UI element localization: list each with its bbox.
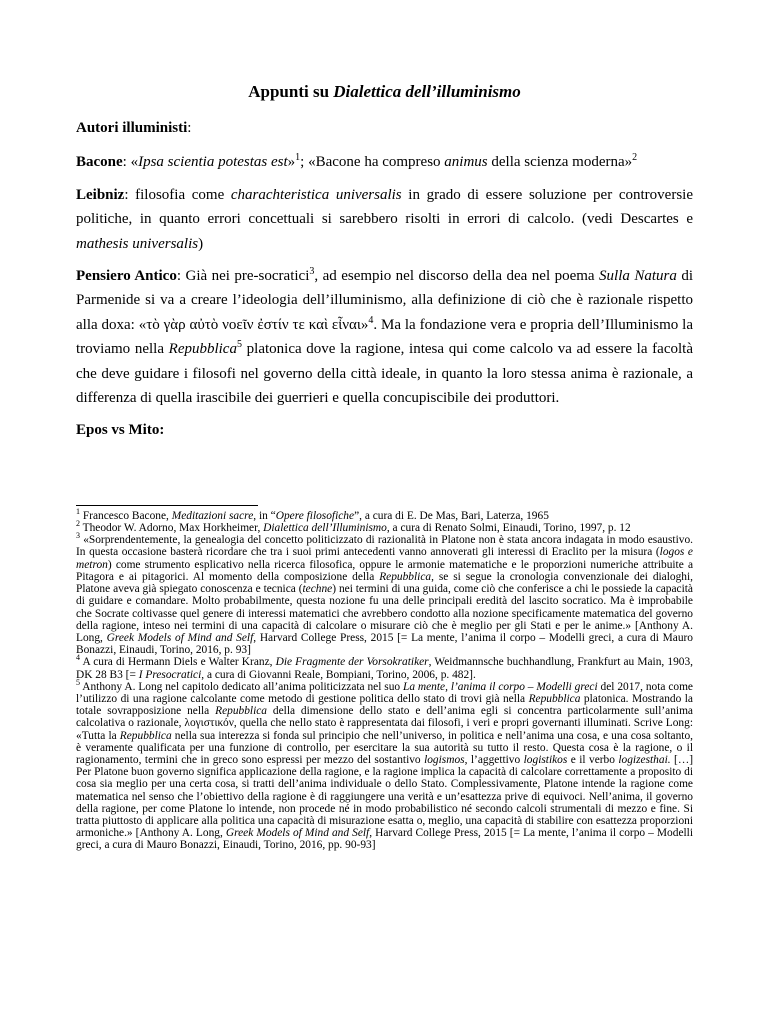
italic-run: Ipsa scientia potestas est — [138, 154, 288, 171]
text-run: del 2017, nota come l’utilizzo di una ragione calcolante come metodo di gestione politica dello stato di trovi già nella — [76, 680, 693, 705]
italic-run: logizesthai. — [618, 753, 671, 766]
italic-run: Sulla Natura — [599, 268, 677, 285]
text-run: di Parmenide si va a creare l’ideologia dell’illuminismo, alla definizione di ciò che è razionale rispetto alla doxa: «τὸ γὰρ αὐτὸ νοεῖν ἐστίν τε καὶ εἶναι» — [76, 268, 693, 333]
italic-run: Greek Models of Mind and Self — [106, 631, 254, 644]
italic-run: charachteristica universalis — [230, 186, 402, 203]
text-run: ) come strumento esplicativo nella ricerca filosofica, oppure le armonie matematiche e le proporzioni numeriche attribuite a Pitagora e ai pitagorici. Al momento della composizione della — [76, 558, 693, 583]
text-run: […] Per Platone buon governo significa applicazione della ragione, e la ragione implica la capacità di calcolare correttamente a proposito di cosa sia meglio per una certa cosa, si tratti dell’anima individuale o dello Stato. Complessivamente, Platone intende la ragione come matematica nel senso che l’obiettivo della ragione è di raggiungere una verità e un’esattezza prive di equivoci. Nell’anima, il governo della ragione, per come Platone lo intende, non procede né in modo probabilistico né secondo calcoli strumentali di mezzo e fine. Si tratta piuttosto di applicare alla politica una capacità di misurazione esatta o, meglio, una capacità di stabilire con esattezza proporzioni armoniche.» [Anthony A. Long, — [76, 753, 694, 840]
text-run: ”, a cura di E. De Mas, Bari, Laterza, 1965 — [354, 509, 549, 522]
text-run: nella sua interezza si fonda sul principio che nell’universo, in politica e nell’anima una cosa, e una cosa soltanto, è veramente qualificata per una funzione di controllo, per esercitare la sua autorità su tutto il resto. Questa cosa è la ragione, o il ragionamento, termini che in greco sono espressi per mezzo del sostantivo — [76, 729, 694, 766]
footnote-number: 4 — [76, 653, 80, 663]
footnote-3 — [76, 531, 694, 657]
italic-run: logos e metron — [76, 546, 693, 571]
italic-run: Repubblica — [379, 570, 432, 583]
text-run: in grado di essere soluzione per controversie politiche, in quanto errori concettuali si sarebbero risolti in errori di calcolo. (vedi Descartes e — [76, 186, 693, 228]
text-run: ) nei termini di una guida, come ciò che conferisce a chi le possiede la capacità di guidare e comandare. Molto probabilmente, questa nozione fu una delle principali eredità del lascito socratico. Ma è improbabile che Socrate coltivasse quel genere di interessi matematici che avrebbero condotto alla nozione specificamente matematica del governo della ragione, inteso nei termini di una capacità di calcolare o misurare ciò che è meglio per gli Stati e per le anime.» [Anthony A. Long, — [76, 583, 693, 644]
footnote-number: 1 — [76, 507, 80, 517]
text-run: Francesco Bacone, — [80, 509, 172, 522]
text-run: . Ma la fondazione vera e propria dell’Illuminismo la troviamo nella — [76, 316, 694, 358]
footnote-ref-5[interactable]: 5 — [236, 339, 242, 351]
footnote-ref-3[interactable]: 3 — [309, 266, 315, 278]
text-run: » — [287, 154, 296, 171]
footnote-separator — [76, 505, 258, 506]
authors-label: Autori illuministi — [76, 120, 188, 136]
italic-run: logistikos — [523, 753, 568, 766]
epos-heading — [76, 418, 693, 442]
text-run: , a cura di Giovanni Reale, Bompiani, Torino, 2006, p. 482]. — [201, 668, 476, 681]
text-run: platonica. Mostrando la totale sovrapposizione nella — [76, 692, 693, 718]
text-run: : Già nei pre-socratici — [176, 268, 310, 285]
text-run: , l’aggettivo — [464, 753, 524, 766]
italic-run: mathesis universalis — [76, 235, 199, 252]
text-run: , Weidmannsche buchhandlung, Frankfurt au Main, 1903, DK 28 B3 [= — [76, 656, 694, 681]
title-text: Appunti su — [248, 82, 334, 101]
pensiero-antico-label: Pensiero Antico — [76, 268, 177, 285]
text-run: della scienza moderna» — [487, 154, 633, 171]
italic-run: Dialettica dell’Illuminismo — [263, 522, 387, 535]
footnote-number: 3 — [76, 531, 80, 541]
italic-run: animus — [444, 154, 488, 171]
italic-run: Repubblica — [528, 692, 581, 705]
text-run: A cura di Hermann Diels e Walter Kranz, — [80, 656, 276, 669]
text-run: : « — [122, 154, 139, 171]
document-page — [76, 82, 693, 852]
footnote-5 — [76, 677, 694, 852]
text-run: Theodor W. Adorno, Max Horkheimer, — [80, 522, 264, 535]
footnote-number: 5 — [76, 677, 80, 687]
text-run: , ad esempio nel discorso della dea nel poema — [314, 268, 600, 285]
text-run: «Sorprendentemente, la genealogia del concetto politicizzato di razionalità in Platone non è stata ancora indagata in modo esaustivo. In questa occasione basterà ricordare che tra i suoi primi antecedenti vanno annoverati gli interessi di Eraclito per la misura ( — [76, 534, 693, 559]
text-run: , se si segue la cronologia convenzionale dei dialoghi, Platone aveva già spiegato conoscenza e tecnica ( — [76, 570, 693, 596]
pensiero-antico-paragraph — [76, 264, 693, 410]
footnote-1 — [76, 507, 693, 522]
title-italic: Dialettica dell’illuminismo — [333, 82, 521, 101]
text-run: , in “ — [253, 509, 276, 522]
italic-run: I Presocratici — [138, 668, 202, 681]
italic-run: Die Fragmente der Vorsokratiker — [275, 656, 429, 669]
footnote-ref-1[interactable]: 1 — [295, 152, 301, 164]
italic-run: La mente, l’anima il corpo – Modelli greci — [402, 680, 598, 693]
italic-run: Greek Models of Mind and Self — [225, 827, 370, 840]
footnote-number: 2 — [76, 519, 80, 529]
italic-run: Repubblica — [119, 729, 172, 742]
text-run: e il verbo — [567, 753, 619, 766]
text-run: , Harvard College Press, 2015 [= La mente, l’anima il corpo – Modelli greci, a cura di Mauro Bonazzi, Einaudi, Torino, 2016, p. 93] — [76, 631, 694, 657]
italic-run: logismos — [424, 753, 465, 766]
text-run: ) — [198, 235, 204, 252]
epos-label: Epos vs Mito: — [76, 422, 165, 439]
leibniz-paragraph — [76, 183, 693, 256]
footnote-ref-4[interactable]: 4 — [368, 314, 374, 326]
footnote-4 — [76, 653, 694, 681]
text-run: : filosofia come — [124, 186, 231, 203]
footnote-ref-2[interactable]: 2 — [632, 152, 638, 164]
authors-colon: : — [187, 120, 192, 136]
italic-run: Repubblica — [215, 705, 268, 718]
text-run: , Harvard College Press, 2015 [= La mente, l’anima il corpo – Modelli greci, a cura di Mauro Bonazzi, Einaudi, Torino, 2016, pp. 90-93] — [76, 827, 693, 852]
italic-run: Repubblica — [168, 341, 237, 358]
page-title — [76, 82, 693, 102]
text-run: platonica dove la ragione, intesa qui come calcolo va ad essere la facoltà che deve guidare i filosofi nel governo della città ideale, in quanto la loro stessa anima è razionale, a differenza di quella irascibile dei guerrieri e quella concupiscibile dei produttori. — [76, 341, 693, 407]
footnote-2 — [76, 519, 693, 535]
bacone-paragraph — [76, 150, 693, 174]
text-run: ; «Bacone ha compreso — [300, 154, 445, 171]
italic-run: Meditazioni sacre — [171, 509, 254, 522]
bacone-label: Bacone — [76, 154, 123, 171]
text-run: Anthony A. Long nel capitolo dedicato all’anima politicizzata nel suo — [80, 680, 403, 693]
italic-run: techne — [302, 583, 333, 596]
text-run: della dimensione dello stato e dell’anima egli si concentra particolarmente sull’anima calcolativa o razionale, λογιστικόν, quella che nello stato è rappresentata dai filosofi, i veri e propri governanti illuminati. Scrive Long: «Tutta la — [76, 705, 693, 742]
authors-heading — [76, 116, 693, 140]
italic-run: Opere filosofiche — [275, 509, 355, 522]
leibniz-label: Leibniz — [76, 186, 125, 203]
text-run: , a cura di Renato Solmi, Einaudi, Torino, 1997, p. 12 — [386, 522, 631, 535]
